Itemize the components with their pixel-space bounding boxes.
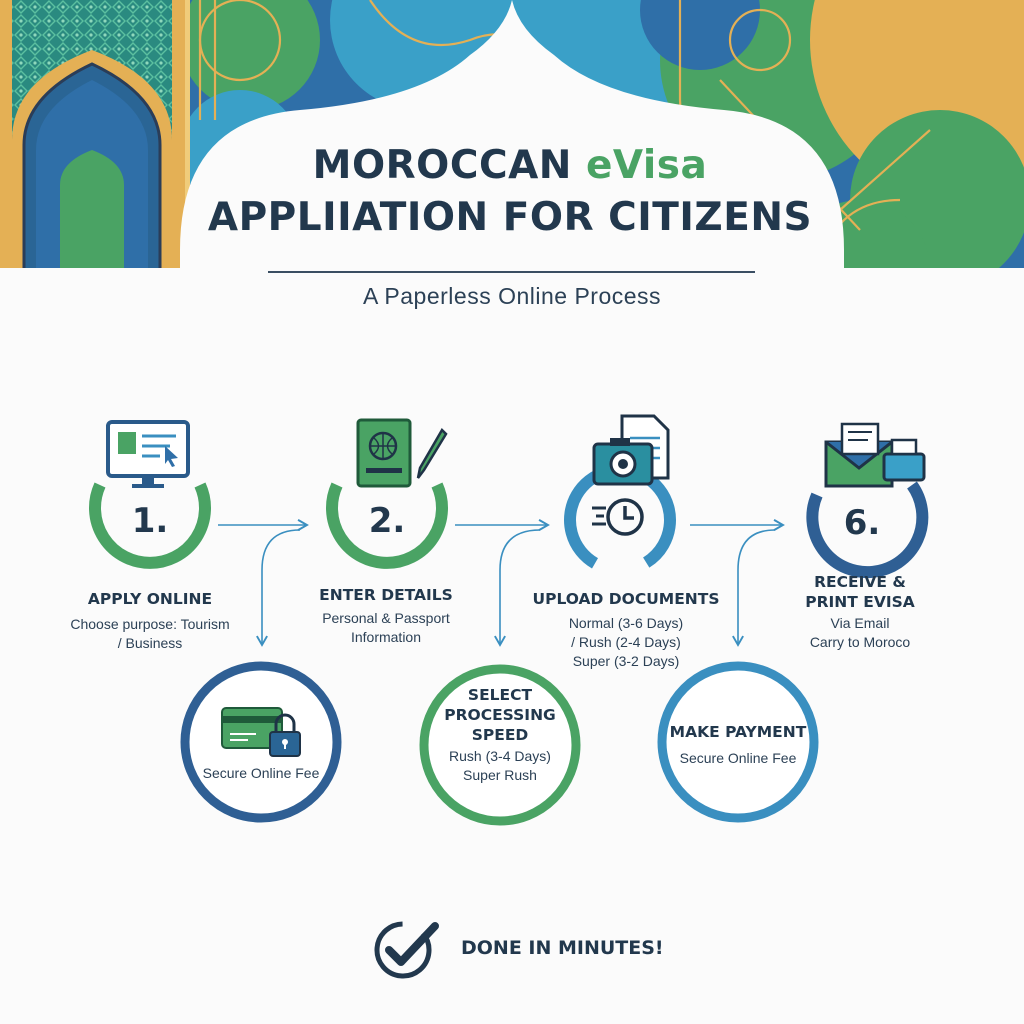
speed-desc-1: Rush (3-4 Days) xyxy=(449,748,551,764)
step-1-desc-1: Choose purpose: Tourism xyxy=(70,616,230,632)
passport-pen-icon xyxy=(358,420,446,486)
arrow-to-payment xyxy=(738,530,775,645)
step-6-desc-1: Via Email xyxy=(830,615,890,631)
speed-label xyxy=(444,685,556,785)
step-3-title: UPLOAD DOCUMENTS xyxy=(532,590,720,608)
speed-title-3: SPEED xyxy=(471,726,529,744)
payment-label xyxy=(670,722,807,768)
step-3-desc-2: / Rush (2-4 Days) xyxy=(571,634,681,650)
page-title-line-2: APPLIIATION FOR CITIZENS xyxy=(207,195,813,240)
envelope-printer-icon xyxy=(826,424,924,486)
computer-monitor-icon xyxy=(108,422,188,488)
arrow-to-fee xyxy=(262,530,300,645)
credit-card-lock-icon xyxy=(222,708,300,756)
step-3-label xyxy=(532,589,719,671)
step-6-title-1: RECEIVE & xyxy=(814,573,906,591)
fee-label xyxy=(203,764,320,783)
speed-title-2: PROCESSING xyxy=(444,706,556,724)
step-1-number: 1. xyxy=(131,501,169,541)
camera-document-icon xyxy=(594,416,668,484)
step-3-desc-1: Normal (3-6 Days) xyxy=(568,615,684,631)
step-2-label xyxy=(319,585,453,647)
step-2-desc-2: Information xyxy=(350,629,422,645)
footer-text: DONE IN MINUTES! xyxy=(461,937,664,959)
fee-desc: Secure Online Fee xyxy=(202,765,320,781)
step-1-label xyxy=(70,589,229,653)
step-2-title: ENTER DETAILS xyxy=(319,586,453,604)
payment-title: MAKE PAYMENT xyxy=(669,723,807,741)
step-2-number: 2. xyxy=(368,501,406,541)
subtitle: A Paperless Online Process xyxy=(362,283,662,309)
step-3-desc-3: Super (3-2 Days) xyxy=(572,653,680,669)
payment-desc: Secure Online Fee xyxy=(679,750,797,766)
step-6-title-2: PRINT EVISA xyxy=(805,593,915,611)
step-1-desc-2: / Business xyxy=(117,635,183,651)
step-6-label xyxy=(805,572,915,652)
title-accent: eVisa xyxy=(585,143,708,188)
step-6-desc-2: Carry to Moroco xyxy=(809,634,911,650)
title-block xyxy=(190,140,830,244)
speed-title-1: SELECT xyxy=(467,686,533,704)
title-divider xyxy=(268,271,755,273)
step-2-desc-1: Personal & Passport xyxy=(322,610,450,626)
title-main: MOROCCAN xyxy=(312,143,572,188)
step-6-number: 6. xyxy=(843,503,881,543)
clock-speed-icon xyxy=(592,500,642,534)
speed-desc-2: Super Rush xyxy=(463,767,537,783)
step-1-title: APPLY ONLINE xyxy=(87,590,213,608)
process-diagram xyxy=(0,400,1024,860)
checkmark-icon xyxy=(371,916,443,980)
page-title-line-1 xyxy=(190,140,830,192)
